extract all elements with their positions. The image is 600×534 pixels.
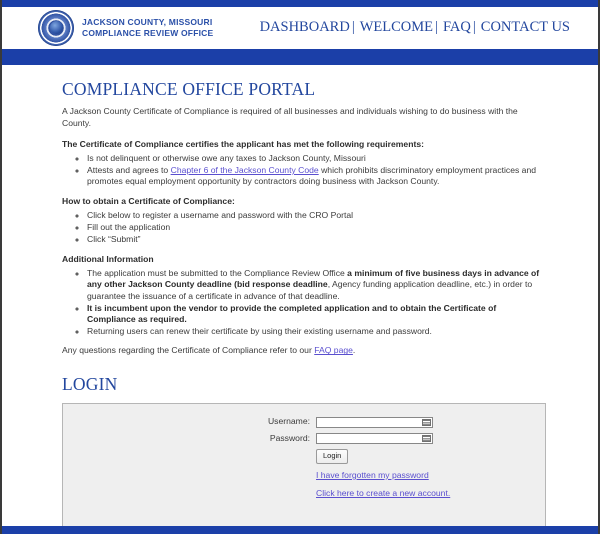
login-button-row — [63, 449, 545, 464]
additional-1-part2: , Agency funding application deadline, etc.) in order to guarantee the issuance of a certificate in advance of that deadline. — [87, 279, 533, 301]
list-item — [87, 268, 546, 302]
autofill-icon[interactable] — [422, 435, 431, 442]
nav-item-faq[interactable]: FAQ — [442, 19, 471, 35]
username-label: Username: — [267, 416, 310, 427]
howto-heading: How to obtain a Certificate of Compliance: — [62, 195, 235, 206]
list-item — [87, 303, 546, 326]
faq-page-link[interactable]: FAQ page — [314, 345, 353, 356]
county-seal-icon — [38, 10, 74, 46]
password-field[interactable] — [316, 433, 433, 444]
additional-1-bold: a minimum of five business days in advance of any other Jackson County deadline (bid response deadline — [87, 268, 540, 290]
additional-2-bold: It is incumbent upon the vendor to provide the completed application and to obtain the Certificate of Compliance as required. — [87, 302, 497, 325]
list-item: ◦ Click below to register a username and password with the CRO Portal — [87, 210, 546, 221]
additional-1-part1: The application must be submitted to the Compliance Review Office — [87, 268, 348, 279]
closing-text-after: . — [352, 345, 356, 356]
spacer — [63, 449, 316, 464]
howto-list — [62, 210, 546, 245]
create-account-row — [63, 488, 545, 499]
nav-separator-3: | — [472, 19, 476, 35]
intro-paragraph: A Jackson County Certificate of Compliance is required of all businesses and individuals wishing to do business with the County. — [62, 106, 518, 128]
brand-block — [38, 10, 213, 46]
password-input[interactable] — [317, 434, 432, 443]
autofill-icon[interactable] — [422, 419, 431, 426]
username-input[interactable] — [317, 418, 432, 427]
requirements-list — [62, 153, 546, 188]
list-item: ◦ Click “Submit” — [87, 234, 546, 245]
create-account-link[interactable]: Click here to create a new account. — [316, 487, 451, 498]
forgot-password-link[interactable]: I have forgotten my password — [316, 469, 429, 480]
list-item: ◦ Fill out the application — [87, 222, 546, 233]
password-label: Password: — [269, 432, 310, 443]
username-field[interactable] — [316, 417, 433, 428]
additional-info-heading: Additional Information — [62, 253, 154, 264]
login-panel — [62, 403, 546, 527]
additional-info-list — [62, 268, 546, 337]
nav-item-dashboard[interactable]: DASHBOARD — [259, 19, 350, 35]
top-accent-bar — [2, 0, 598, 7]
main-nav — [260, 19, 570, 36]
page-title: COMPLIANCE OFFICE PORTAL — [62, 79, 316, 99]
forgot-password-row — [63, 470, 545, 481]
closing-text-before: Any questions regarding the Certificate of Compliance refer to our — [62, 345, 315, 356]
nav-separator-1: | — [351, 19, 355, 35]
spacer — [63, 470, 316, 481]
nav-separator-2: | — [435, 19, 438, 35]
closing-paragraph — [62, 345, 546, 357]
username-row — [63, 416, 545, 428]
login-section-title: LOGIN — [62, 374, 118, 395]
requirement-2-text-after: which prohibits discriminatory employment practices and promotes equal employment opportunity by contractors doing business with Jackson County. — [87, 165, 537, 187]
header-blue-band — [2, 49, 598, 65]
nav-item-welcome[interactable]: WELCOME — [359, 19, 434, 35]
brand-line-2: COMPLIANCE REVIEW OFFICE — [82, 27, 214, 38]
list-item — [87, 165, 546, 188]
site-header — [2, 7, 598, 48]
nav-item-contact-us[interactable]: CONTACT US — [480, 19, 570, 35]
password-row — [63, 433, 545, 445]
list-item: ◦ Is not delinquent or otherwise owe any taxes to Jackson County, Missouri — [87, 153, 546, 164]
brand-text — [82, 17, 213, 38]
jackson-county-code-link[interactable]: Chapter 6 of the Jackson County Code — [170, 165, 319, 175]
main-content — [2, 66, 598, 526]
login-button[interactable]: Login — [316, 449, 348, 464]
requirement-2-text-before: Attests and agrees to — [87, 165, 171, 175]
spacer — [63, 488, 316, 499]
requirements-heading: The Certificate of Compliance certifies the applicant has met the following requirements: — [62, 138, 424, 149]
list-item: ◦ Returning users can renew their certificate by using their existing username and password. — [87, 326, 546, 337]
brand-line-1: JACKSON COUNTY, MISSOURI — [82, 17, 213, 27]
bottom-accent-bar — [2, 526, 598, 534]
